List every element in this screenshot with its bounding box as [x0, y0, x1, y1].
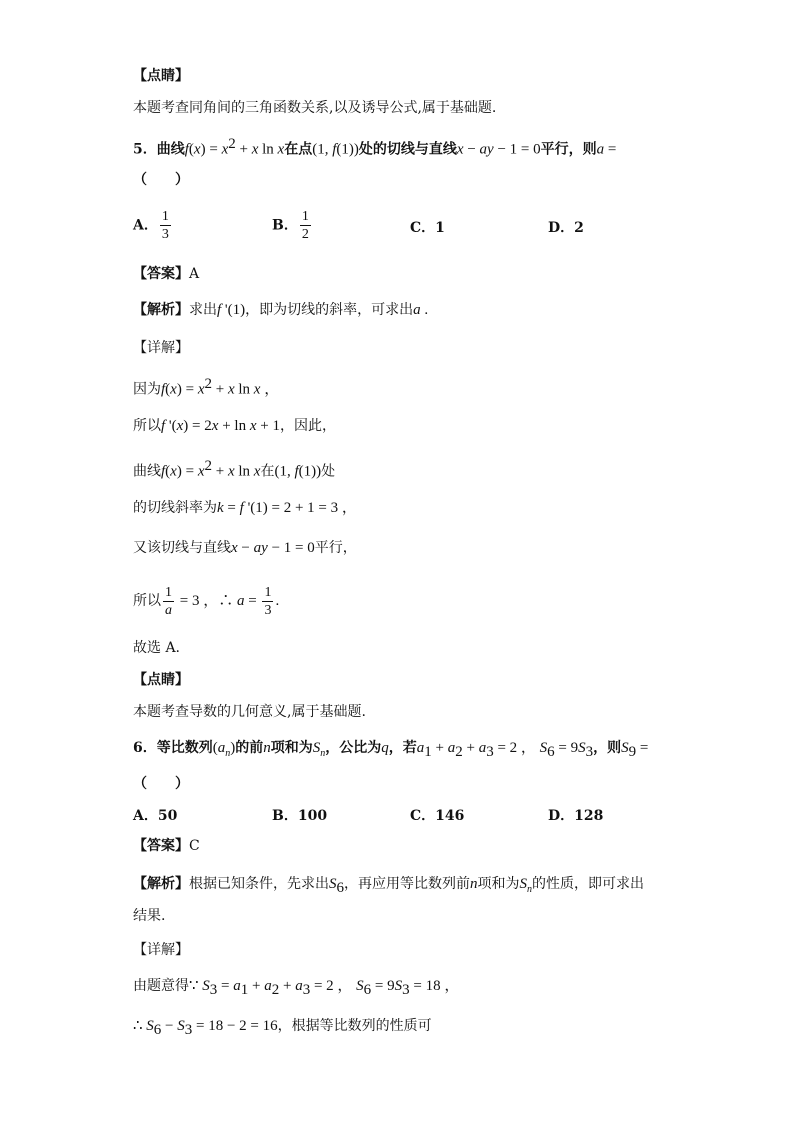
- q5-option-b[interactable]: [272, 208, 313, 243]
- q6-analysis-cont: 结果.: [133, 908, 166, 924]
- q5-number: 5．: [133, 141, 157, 158]
- analysis-text: 项和为: [477, 876, 520, 892]
- detail-text: 所以: [133, 418, 161, 434]
- detail-text: 所以: [133, 593, 161, 609]
- analysis-text: ，即为切线的斜率，可求出: [245, 302, 414, 318]
- frac-den: 2: [301, 227, 309, 242]
- q6-stem-text: ，则: [593, 740, 622, 756]
- detail-text: 的切线斜率为: [133, 500, 217, 516]
- option-value: 100: [297, 808, 328, 824]
- q6-detail-line-2: ∴ $S_6 - S_3 = 18 - 2 = 16$，根据等比数列的性质可: [133, 1018, 432, 1038]
- q6-answer: [133, 836, 200, 856]
- option-value: 50: [157, 808, 178, 824]
- option-label: B．: [272, 808, 298, 824]
- q5-detail-line-2: 所以f '(x) = 2x + ln x + 1，因此，: [133, 418, 336, 434]
- q6-option-b[interactable]: [272, 805, 327, 825]
- answer-value: A: [189, 266, 200, 282]
- detail-text: 又该切线与直线: [133, 540, 231, 556]
- q5-review-text: 本题考查导数的几何意义,属于基础题.: [133, 704, 366, 720]
- analysis-text: ，再应用等比数列前: [344, 876, 470, 892]
- q6-detail-heading: 【详解】: [133, 942, 189, 958]
- answer-label: 【答案】: [133, 838, 189, 854]
- q5-stem-text: 处的切线与直线: [358, 141, 457, 158]
- answer-label: 【答案】: [133, 266, 189, 282]
- detail-text: ，根据等比数列的性质可: [277, 1018, 432, 1034]
- option-value: 128: [574, 808, 604, 824]
- q6-stem-text: ，若: [388, 740, 417, 756]
- detail-text: ，因此，: [279, 418, 336, 434]
- q5-detail-line-5: 又该切线与直线x − ay − 1 = 0平行，: [133, 540, 357, 556]
- analysis-text: 根据已知条件，先求出: [189, 876, 329, 892]
- q5-option-d[interactable]: [548, 217, 584, 237]
- analysis-text: 的性质，即可求出: [532, 876, 644, 892]
- answer-value: C: [189, 838, 200, 854]
- q4-review-heading: 【点睛】: [133, 68, 189, 84]
- detail-text: 由题意得: [133, 978, 189, 994]
- q5-detail-line-4: 的切线斜率为k = f '(1) = 2 + 1 = 3 ，: [133, 500, 357, 516]
- option-value: 146: [435, 808, 465, 824]
- detail-text: 平行，: [314, 540, 357, 556]
- q6-option-c[interactable]: [410, 805, 464, 825]
- q5-stem-text: 曲线: [156, 141, 185, 158]
- option-label: D．: [548, 808, 575, 824]
- q5-detail-heading: 【详解】: [133, 340, 189, 356]
- option-label: A．: [133, 808, 158, 824]
- analysis-text: 求出: [189, 302, 217, 318]
- option-label: C．: [410, 808, 436, 824]
- q6-detail-line-1: 由题意得∵ $S_3 = a_1 + a_2 + a_3 = 2$ ， $S_6 = 9S_3 = 18$ ，: [133, 978, 460, 998]
- q6-stem-text: 项和为: [270, 740, 313, 756]
- q5-stem-text: 在点: [284, 141, 313, 158]
- q6-analysis: 【解析】根据已知条件，先求出$S_6$，再应用等比数列前n项和为$S_n$的性质，即可求出: [133, 876, 644, 896]
- q6-option-a[interactable]: [133, 805, 177, 825]
- q4-review-text: 本题考查同角间的三角函数关系,以及诱导公式,属于基础题.: [133, 100, 497, 116]
- option-label: B．: [272, 217, 298, 234]
- q5-stem: 5．曲线$f(x) = x^2 + x$ ln x在点(1, f(1))处的切线与直线x − ay − 1 = 0平行，则a =: [133, 136, 617, 158]
- q5-option-a[interactable]: [133, 208, 173, 243]
- detail-text: 曲线: [133, 463, 161, 480]
- frac-num: 1: [301, 209, 309, 224]
- q5-func: f: [184, 141, 189, 158]
- analysis-label: 【解析】: [133, 302, 189, 318]
- q6-stem-text: 的前: [235, 740, 264, 756]
- q6-stem: 6．等比数列$(a_n)$的前n项和为$S_n$，公比为q，若$a_1 + a_2 + a_3 = 2$ ， $S_6 = 9S_3$，则$S_9$ =: [133, 740, 649, 760]
- q6-number: 6．: [133, 740, 157, 756]
- q5-paren: （ ）: [133, 172, 189, 188]
- q5-detail-line-1: 因为$f(x) = x^2 + x$ ln x ，: [133, 376, 280, 398]
- detail-text: 因为: [133, 381, 161, 398]
- q5-analysis: 【解析】求出f '(1)，即为切线的斜率，可求出a .: [133, 302, 429, 318]
- q5-answer: [133, 264, 199, 284]
- detail-text: 处: [321, 463, 336, 480]
- q5-detail-line-3: 曲线$f(x) = x^2 + x$ ln x在(1, f(1))处: [133, 458, 336, 480]
- frac-den: 3: [161, 227, 169, 242]
- analysis-label: 【解析】: [133, 876, 189, 892]
- option-label: A．: [133, 217, 158, 234]
- q6-stem-text: 等比数列: [156, 740, 213, 756]
- option-value: 1: [435, 220, 445, 236]
- q5-review-heading: 【点睛】: [133, 672, 189, 688]
- q6-option-d[interactable]: [548, 805, 603, 825]
- q6-stem-text: ，公比为: [325, 740, 382, 756]
- option-value: 2: [574, 220, 584, 236]
- detail-text: 在: [260, 463, 275, 480]
- q5-conclusion: 故选 A.: [133, 640, 181, 656]
- frac-num: 1: [161, 209, 169, 224]
- q5-stem-text: 平行，则: [540, 141, 597, 158]
- option-label: D．: [548, 220, 575, 236]
- q6-paren: （ ）: [133, 776, 189, 792]
- option-label: C．: [410, 220, 436, 236]
- q5-detail-line-6: 所以 $\frac{1}{a}$ = 3 ，∴ a = $\frac{1}{3}$ .: [133, 584, 280, 618]
- q5-option-c[interactable]: [410, 217, 445, 237]
